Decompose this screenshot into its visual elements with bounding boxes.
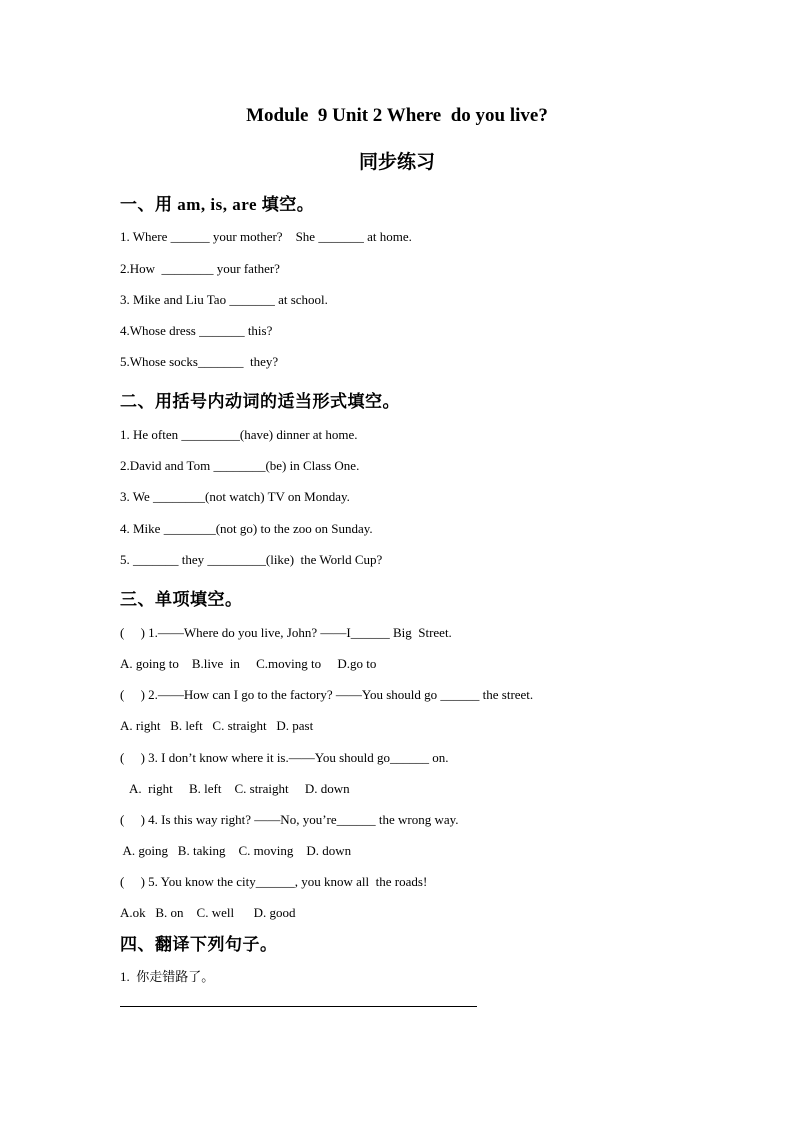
exercise-line: A.ok B. on C. well D. good — [120, 905, 296, 920]
page-title: Module 9 Unit 2 Where do you live? — [246, 105, 548, 126]
section-heading: 一、用 am, is, are 填空。 — [120, 195, 315, 214]
exercise-line: A. right B. left C. straight D. past — [120, 718, 314, 733]
exercise-line: 2.How ________ your father? — [120, 261, 280, 276]
exercise-line: 3. We ________(not watch) TV on Monday. — [120, 489, 350, 504]
exercise-line: A. going to B.live in C.moving to D.go to — [120, 656, 377, 671]
exercise-line: 5. _______ they _________(like) the World Cup? — [120, 552, 383, 567]
exercise-line: 4. Mike ________(not go) to the zoo on Sunday. — [120, 521, 373, 536]
exercise-line: 4.Whose dress _______ this? — [120, 323, 273, 338]
exercise-line: 2.David and Tom ________(be) in Class One. — [120, 458, 360, 473]
exercise-line: ( ) 5. You know the city______, you know all the roads! — [120, 874, 428, 889]
exercise-line: A. right B. left C. straight D. down — [120, 781, 350, 796]
exercise-line: 3. Mike and Liu Tao _______ at school. — [120, 292, 328, 307]
page-subtitle: 同步练习 — [358, 152, 435, 173]
answer-line — [120, 1006, 477, 1007]
exercise-line: A. going B. taking C. moving D. down — [120, 843, 352, 858]
exercise-line: ( ) 3. I don’t know where it is.——You should go______ on. — [120, 750, 449, 765]
exercise-line: 1. He often _________(have) dinner at home. — [120, 427, 358, 442]
exercise-line: 1. Where ______ your mother? She _______ at home. — [120, 229, 412, 244]
exercise-line: 5.Whose socks_______ they? — [120, 354, 279, 369]
exercise-line: ( ) 2.——How can I go to the factory? ——You should go ______ the street. — [120, 687, 534, 702]
exercise-line: 1. 你走错路了。 — [120, 969, 215, 984]
section-heading: 三、单项填空。 — [120, 590, 243, 609]
exercise-line: ( ) 4. Is this way right? ——No, you’re______ the wrong way. — [120, 812, 459, 827]
section-heading: 四、翻译下列句子。 — [120, 935, 278, 954]
exercise-line: ( ) 1.——Where do you live, John? ——I______ Big Street. — [120, 625, 452, 640]
section-heading: 二、用括号内动词的适当形式填空。 — [120, 392, 400, 411]
